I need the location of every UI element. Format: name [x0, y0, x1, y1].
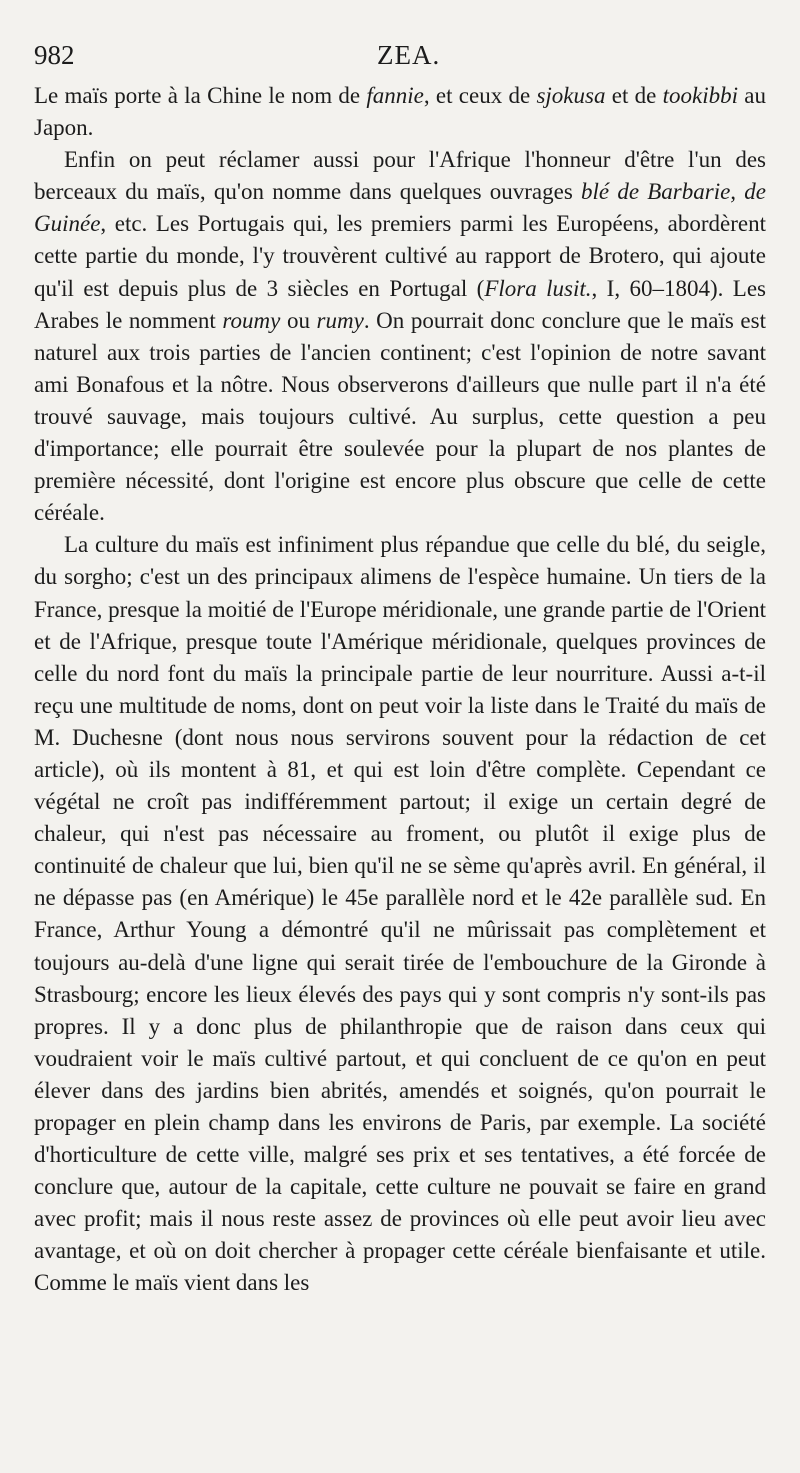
paragraph [34, 80, 766, 144]
page-number: 982 [34, 40, 75, 70]
text-run: , et ceux de [423, 83, 537, 108]
paragraph [34, 529, 766, 1299]
text-run: au Japon. [34, 83, 766, 141]
text-run: , I, 60–1804). Les Arabes le nomment [34, 275, 767, 333]
italic-text: roumy [222, 307, 281, 333]
paragraph [34, 144, 766, 529]
text-run: La culture du maïs est infiniment plus répandue que celle du blé, du seigle, du sorgho; c'est un des principaux alimens de l'espèce humaine. Un tiers de la France, presque la moitié de l'Europe méridionale, une grande partie de l'Orient et de l'Afrique, presque toute l'Amérique méridionale, quelques provinces de celle du nord font du maïs la principale partie de leur nourriture. Aussi a-t-il reçu une multitude de noms, dont on peut voir la liste dans le Traité du maïs de M. Duchesne (dont nous nous servirons souvent pour la rédaction de cet article), où ils montent à 81, et qui est loin d'être complète. Cependant ce végétal ne croît pas indifféremment partout; il exige un certain degré de chaleur, qui n'est pas nécessaire au froment, ou plutôt il exige plus de continuité de chaleur que lui, bien qu'il ne se sème qu'après avril. En général, il ne dépasse pas (en Amérique) le 45e parallèle nord et le 42e parallèle sud. En France, Arthur Young a démontré qu'il ne mûrissait pas complètement et toujours au-delà d'une ligne qui serait tirée de l'embouchure de la Gironde à Strasbourg; encore les lieux élevés des pays qui y sont compris n'y sont-ils pas propres. Il y a donc plus de philanthropie que de raison dans ceux qui voudraient voir le maïs cultivé partout, et qui concluent de ce qu'on en peut élever dans des jardins bien abrités, amendés et soignés, qu'on pourrait le propager en plein champ dans les environs de Paris, par exemple. La société d'horticulture de cette ville, malgré ses prix et ses tentatives, a été forcée de conclure que, autour de la capitale, cette culture ne pouvait se faire en grand avec profit; mais il nous reste assez de provinces où elle peut avoir lieu avec avantage, et où on doit chercher à propager cette céréale bienfaisante et utile. Comme le maïs vient dans les [34, 532, 766, 1296]
italic-text: fannie [366, 83, 424, 108]
italic-text: Flora lusit. [484, 275, 592, 301]
italic-text: blé de Barbarie, de Guinée [34, 179, 766, 237]
text-run: Le maïs porte à la Chine le nom de [34, 83, 367, 108]
text-run: Enfin on peut réclamer aussi pour l'Afrique l'honneur d'être l'un des berceaux du maïs, qu'on nomme dans quelques ouvrages [34, 147, 766, 205]
running-title: ZEA. [377, 40, 441, 70]
text-run: , etc. Les Portugais qui, les premiers parmi les Européens, abordèrent cette partie du monde, l'y trouvèrent cultivé au rapport de Brotero, qui ajoute qu'il est depuis plus de 3 siècles en Portugal ( [34, 211, 766, 301]
text-run: . On pourrait donc conclure que le maïs est naturel aux trois parties de l'ancien continent; c'est l'opinion de notre savant ami Bonafous et la nôtre. Nous observerons d'ailleurs que nulle part il n'a été trouvé sauvage, mais toujours cultivé. Au surplus, cette question a peu d'importance; elle pourrait être soulevée pour la plupart de nos plantes de première nécessité, dont l'origine est encore plus obscure que celle de cette céréale. [34, 307, 766, 526]
text-run: ou [280, 307, 317, 333]
italic-text: tookibbi [662, 83, 738, 108]
italic-text: rumy [316, 307, 364, 333]
italic-text: sjokusa [536, 83, 606, 108]
body-text [34, 80, 766, 1300]
running-head [34, 40, 766, 80]
text-run: et de [605, 83, 663, 108]
